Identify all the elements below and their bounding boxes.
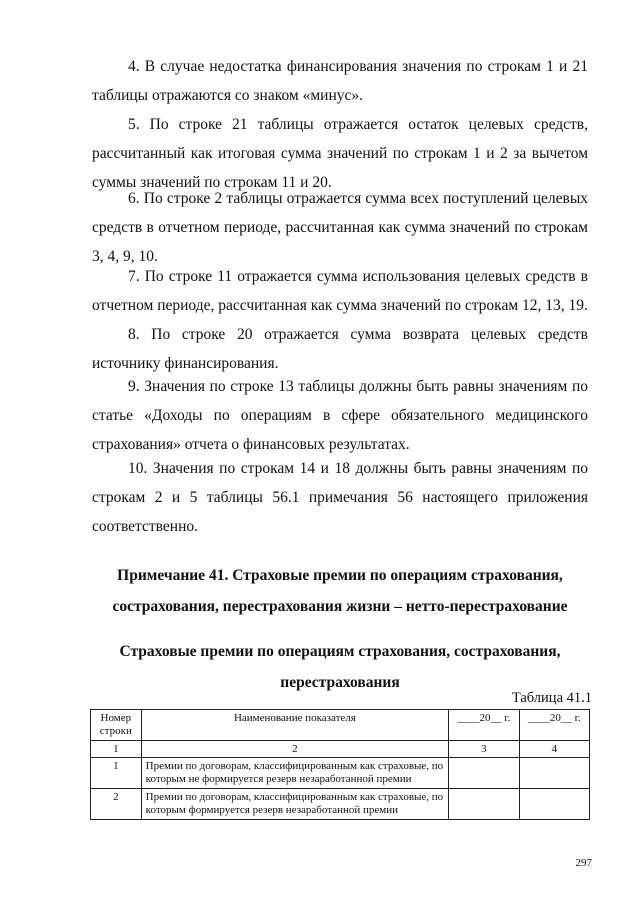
table-caption: Таблица 41.1 [511, 690, 592, 706]
paragraph-10: 10. Значения по строкам 14 и 18 должны быть равны значениям по строкам 2 и 5 таблицы 56.1 примечания 56 настоящего приложения соответственно. [92, 460, 588, 535]
paragraph-9: 9. Значения по строке 13 таблицы должны быть равны значениям по статье «Доходы по операциям в сфере обязательного медицинского страхования» отчета о финансовых результатах. [92, 378, 588, 453]
row-indicator-name: Премии по договорам, классифицированным как страховые, по которым не формируется резерв незаработанной премии [141, 758, 448, 789]
header-year-2: ____20__ г. [519, 710, 589, 741]
row-number: 2 [91, 789, 142, 820]
paragraph-7: 7. По строке 11 отражается сумма использования целевых средств в отчетном периоде, рассчитанная как сумма значений по строкам 12, 13, 19. [92, 268, 588, 314]
table-heading: Страховые премии по операциям страхования, сострахования, перестрахования [119, 643, 561, 691]
header-year-1: ____20__ г. [449, 710, 519, 741]
table-row [91, 789, 590, 820]
header-indicator-name: Наименование показателя [141, 710, 448, 741]
row-value-year-1 [449, 758, 519, 789]
row-value-year-2 [519, 758, 589, 789]
premiums-table [90, 709, 590, 820]
paragraph-8: 8. По строке 20 отражается сумма возврата целевых средств источнику финансирования. [92, 326, 588, 372]
table-row [91, 758, 590, 789]
note-heading: Примечание 41. Страховые премии по операциям страхования, сострахования, перестрахования жизни – нетто-перестрахование [112, 567, 568, 615]
paragraph-6: 6. По строке 2 таблицы отражается сумма всех поступлений целевых средств в отчетном периоде, рассчитанная как сумма значений по строкам 3, 4, 9, 10. [92, 190, 588, 265]
paragraph-4: 4. В случае недостатка финансирования значения по строкам 1 и 21 таблицы отражаются со знаком «минус». [92, 58, 588, 104]
index-cell: 2 [141, 741, 448, 758]
page-number: 297 [575, 857, 592, 869]
index-cell: 1 [91, 741, 142, 758]
table-header-row [91, 710, 590, 741]
row-indicator-name: Премии по договорам, классифицированным как страховые, по которым формируется резерв незаработанной премии [141, 789, 448, 820]
row-value-year-1 [449, 789, 519, 820]
index-cell: 4 [519, 741, 589, 758]
paragraph-5: 5. По строке 21 таблицы отражается остаток целевых средств, рассчитанный как итоговая сумма значений по строкам 1 и 2 за вычетом суммы значений по строкам 11 и 20. [92, 116, 588, 191]
table-index-row [91, 741, 590, 758]
header-row-number: Номер строки [91, 710, 142, 741]
row-number: 1 [91, 758, 142, 789]
index-cell: 3 [449, 741, 519, 758]
row-value-year-2 [519, 789, 589, 820]
